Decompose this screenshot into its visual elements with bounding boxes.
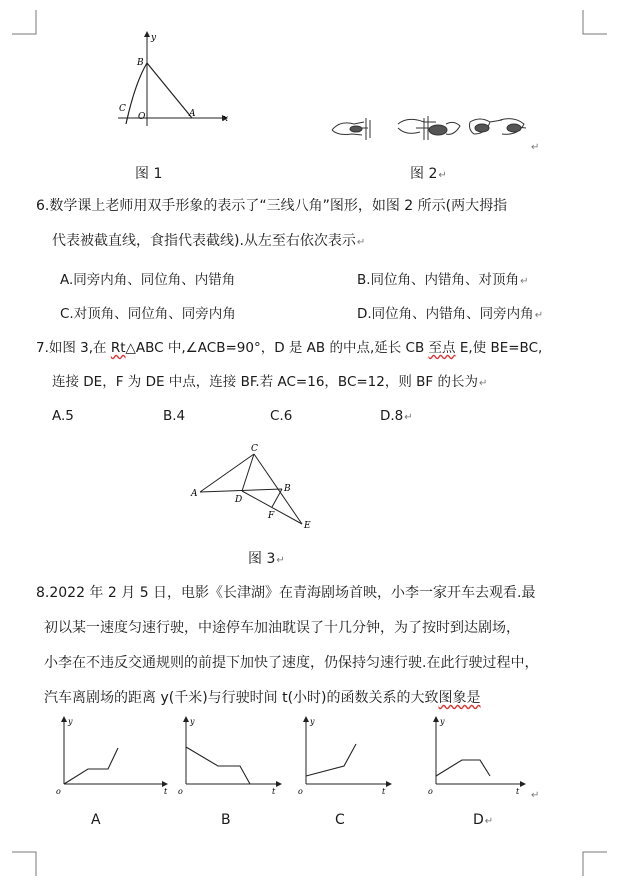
segment-bf	[272, 489, 282, 507]
graph-option-d	[424, 714, 530, 798]
q8-stem-line4: 汽车离剧场的距离 y(千米)与行驶时间 t(小时)的函数关系的大致图象是	[44, 690, 481, 706]
graph-label-d: D↵	[473, 812, 494, 828]
svg-text:t: t	[382, 787, 386, 796]
svg-text:y: y	[440, 717, 445, 726]
svg-text:t: t	[164, 787, 168, 796]
q7-option-a: A.5	[52, 408, 74, 424]
figure-3-caption: 图 3↵	[248, 551, 285, 567]
q6-option-a: A.同旁内角、同位角、内错角	[60, 272, 236, 288]
q8-stem-line3: 小李在不违反交通规则的前提下加快了速度，仍保持匀速行驶.在此行驶过程中，	[44, 655, 539, 671]
graph-label-b: B	[221, 812, 231, 828]
label-x: x	[223, 114, 229, 124]
label-b: B	[284, 484, 291, 494]
label-d: D	[235, 495, 243, 505]
graph-label-a: A	[91, 812, 101, 828]
svg-text:y: y	[68, 717, 73, 726]
label-c: C	[119, 104, 126, 114]
figure-2-caption: 图 2↵	[410, 166, 447, 182]
graph-option-c	[294, 714, 394, 798]
q6-option-c: C.对顶角、同位角、同旁内角	[60, 306, 236, 322]
segment-ab	[200, 489, 282, 492]
svg-text:o: o	[298, 787, 303, 796]
figure-1-graph	[110, 28, 235, 128]
q7-stem-line1: 7.如图 3,在 Rt△ABC 中,∠ACB=90°，D 是 AB 的中点,延长 CB 至点 E,使 BE=BC,	[36, 340, 543, 356]
segment-cd	[242, 454, 254, 491]
q6-option-d: D.同位角、内错角、同旁内角↵	[357, 306, 544, 322]
label-b: B	[137, 58, 144, 68]
graph-b-line	[186, 747, 250, 784]
graph-label-c: C	[335, 812, 345, 828]
q6-stem-line1: 6.数学课上老师用双手形象的表示了“三线八角”图形，如图 2 所示(两大拇指	[36, 198, 508, 214]
label-a: A	[189, 109, 196, 119]
segment-ac	[200, 454, 254, 492]
svg-text:y: y	[310, 717, 315, 726]
figure-1-caption: 图 1	[135, 166, 163, 182]
segment-ba	[147, 63, 192, 118]
svg-text:o: o	[178, 787, 183, 796]
graph-option-b	[174, 714, 284, 798]
return-mark: ↵	[531, 142, 540, 153]
svg-text:o: o	[56, 787, 61, 796]
q8-stem-line1: 8.2022 年 2 月 5 日，电影《长津湖》在青海剧场首映，小李一家开车去观看.最	[36, 585, 536, 601]
graph-c-line	[306, 744, 356, 776]
q7-option-b: B.4	[163, 408, 186, 424]
label-f: F	[268, 511, 275, 521]
svg-text:o: o	[428, 787, 433, 796]
q7-stem-line2: 连接 DE，F 为 DE 中点，连接 BF.若 AC=16，BC=12，则 BF 的长为↵	[52, 374, 488, 390]
graph-option-a	[52, 714, 170, 798]
label-a: A	[191, 489, 198, 499]
q6-stem-line2: 代表被截直线，食指代表截线).从左至右依次表示↵	[52, 233, 366, 249]
label-y: y	[151, 33, 157, 43]
q7-option-c: C.6	[270, 408, 293, 424]
label-c: C	[251, 444, 258, 454]
q7-option-d: D.8↵	[380, 408, 413, 424]
figure-3-triangle	[188, 442, 323, 537]
graph-d-line	[436, 760, 490, 776]
label-o: O	[138, 112, 146, 122]
return-mark: ↵	[531, 790, 540, 801]
graph-a-line	[64, 748, 118, 784]
hand-index-1	[366, 118, 370, 140]
q8-stem-line2: 初以某一速度匀速行驶，中途停车加油耽误了十几分钟，为了按时到达剧场，	[44, 620, 520, 636]
svg-text:t: t	[516, 787, 520, 796]
label-e: E	[304, 521, 311, 531]
svg-text:t: t	[272, 787, 276, 796]
figure-2-hands	[328, 110, 533, 145]
svg-text:y: y	[190, 717, 195, 726]
q6-option-b: B.同位角、内错角、对顶角↵	[357, 272, 529, 288]
